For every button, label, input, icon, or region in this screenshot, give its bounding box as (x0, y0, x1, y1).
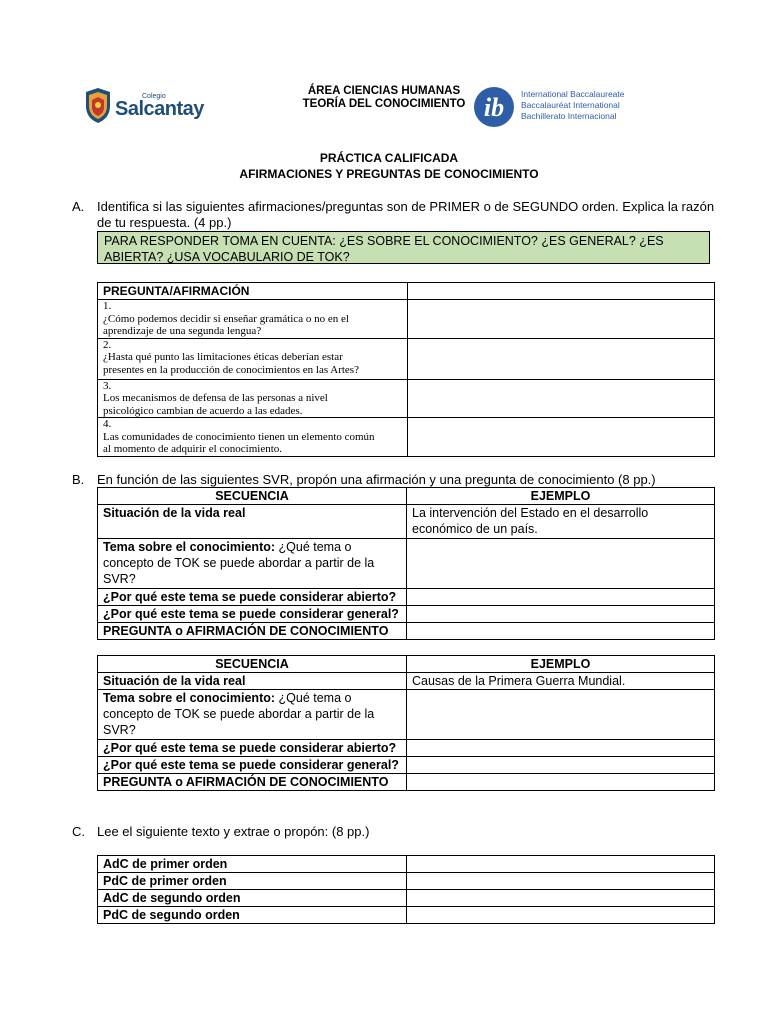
table-row (98, 907, 715, 924)
row-label-general: ¿Por qué este tema se puede considerar general? (98, 757, 407, 774)
row-label: AdC de primer orden (98, 856, 407, 873)
row-label-abierto: ¿Por qué este tema se puede considerar abierto? (98, 740, 407, 757)
answer-cell[interactable] (408, 379, 715, 418)
section-b-instruction: En función de las siguientes SVR, propón una afirmación y una pregunta de conocimiento (8 pp.) (97, 472, 656, 487)
row-number: 4. (103, 418, 112, 430)
row-text: Los mecanismos de defensa de las personas a nivel psicológico cambian de acuerdo a las edades. (103, 392, 328, 417)
row-label-abierto: ¿Por qué este tema se puede considerar abierto? (98, 589, 407, 606)
table-row (98, 300, 715, 339)
row-number: 3. (103, 379, 112, 392)
table-row (98, 890, 715, 907)
row-label-svr: Situación de la vida real (98, 673, 407, 690)
answer-cell[interactable] (407, 757, 715, 774)
answer-cell[interactable] (407, 890, 715, 907)
answer-cell[interactable] (407, 740, 715, 757)
answer-cell[interactable] (407, 873, 715, 890)
example-text: La intervención del Estado en el desarrollo económico de un país. (407, 505, 715, 539)
tema-bold: Tema sobre el conocimiento: (103, 540, 276, 554)
tema-rest: ¿Qué tema o concepto de TOK se puede abordar a partir de la SVR? (103, 540, 375, 586)
section-c-letter: C. (72, 824, 85, 839)
statement-cell (98, 418, 408, 457)
row-text: Las comunidades de conocimiento tienen un elemento común al momento de adquirir el conocimiento. (103, 430, 375, 455)
title-line-2: AFIRMACIONES Y PREGUNTAS DE CONOCIMIENTO (239, 167, 539, 181)
ib-logo (472, 86, 632, 128)
answer-cell[interactable] (407, 539, 715, 589)
table-row (98, 418, 715, 457)
row-label-tema (98, 539, 407, 589)
row-label: PdC de primer orden (98, 873, 407, 890)
header-line-2: TEORÍA DEL CONOCIMIENTO (302, 98, 466, 110)
statement-cell (98, 300, 408, 339)
table-row (98, 338, 715, 379)
title-line-1: PRÁCTICA CALIFICADA (319, 151, 459, 165)
row-label: PdC de segundo orden (98, 907, 407, 924)
row-label-tema (98, 690, 407, 740)
answer-cell[interactable] (407, 589, 715, 606)
row-label-svr: Situación de la vida real (98, 505, 407, 539)
table-row (98, 873, 715, 890)
answer-cell[interactable] (408, 418, 715, 457)
row-number: 2. (103, 338, 112, 351)
col-header-secuencia: SECUENCIA (98, 656, 407, 673)
section-a-instruction: Identifica si las siguientes afirmaciones/preguntas son de PRIMER o de SEGUNDO orden. Explica la razón de tu respuesta. (4 pp.) (97, 199, 715, 230)
svg-text:ib: ib (483, 93, 505, 122)
document-title (0, 150, 768, 182)
answer-cell[interactable] (407, 856, 715, 873)
statement-cell (98, 338, 408, 379)
answer-cell[interactable] (407, 774, 715, 791)
tema-rest: ¿Qué tema o concepto de TOK se puede abordar a partir de la SVR? (103, 691, 375, 737)
answer-cell[interactable] (408, 283, 715, 300)
answer-cell[interactable] (407, 623, 715, 640)
row-label-pregunta: PREGUNTA o AFIRMACIÓN DE CONOCIMIENTO (98, 774, 407, 791)
table-row (98, 856, 715, 873)
section-c-table (97, 855, 715, 924)
tema-bold: Tema sobre el conocimiento: (103, 691, 276, 705)
statement-cell (98, 379, 408, 418)
example-text: Causas de la Primera Guerra Mundial. (407, 673, 715, 690)
ib-line-3: Bachillerato Internacional (521, 111, 617, 121)
col-header-ejemplo: EJEMPLO (407, 488, 715, 505)
svr-table-2 (97, 655, 715, 791)
row-text: ¿Cómo podemos decidir si enseñar gramática o no en el aprendizaje de una segunda lengua? (103, 312, 349, 337)
col-header-secuencia: SECUENCIA (98, 488, 407, 505)
answer-cell[interactable] (407, 690, 715, 740)
answer-cell[interactable] (408, 338, 715, 379)
header-title (0, 85, 768, 111)
svr-table-1 (97, 487, 715, 640)
row-number: 1. (103, 300, 112, 312)
answer-cell[interactable] (407, 606, 715, 623)
section-c-instruction: Lee el siguiente texto y extrae o propón: (8 pp.) (97, 824, 370, 839)
answer-cell[interactable] (408, 300, 715, 339)
school-logo-small-text: Colegio (142, 93, 166, 100)
section-b-letter: B. (72, 472, 85, 487)
ib-line-2: Baccalauréat International (521, 100, 620, 110)
row-label-general: ¿Por qué este tema se puede considerar general? (98, 606, 407, 623)
answer-cell[interactable] (407, 907, 715, 924)
table-row (98, 379, 715, 418)
ib-line-1: International Baccalaureate (521, 89, 625, 99)
row-label: AdC de segundo orden (98, 890, 407, 907)
section-a-letter: A. (72, 199, 85, 214)
school-logo-name: Salcantay (115, 98, 204, 120)
row-label-pregunta: PREGUNTA o AFIRMACIÓN DE CONOCIMIENTO (98, 623, 407, 640)
section-a-table-header: PREGUNTA/AFIRMACIÓN (98, 283, 408, 300)
section-a-hint-box: PARA RESPONDER TOMA EN CUENTA: ¿ES SOBRE EL CONOCIMIENTO? ¿ES GENERAL? ¿ES ABIERTA? ¿USA VOCABULARIO DE TOK? (97, 231, 710, 264)
row-text: ¿Hasta qué punto las limitaciones éticas deberían estar presentes en la producción de conocimientos en las Artes? (103, 351, 359, 376)
col-header-ejemplo: EJEMPLO (407, 656, 715, 673)
header-line-1: ÁREA CIENCIAS HUMANAS (307, 85, 461, 97)
section-a-table (97, 282, 715, 457)
